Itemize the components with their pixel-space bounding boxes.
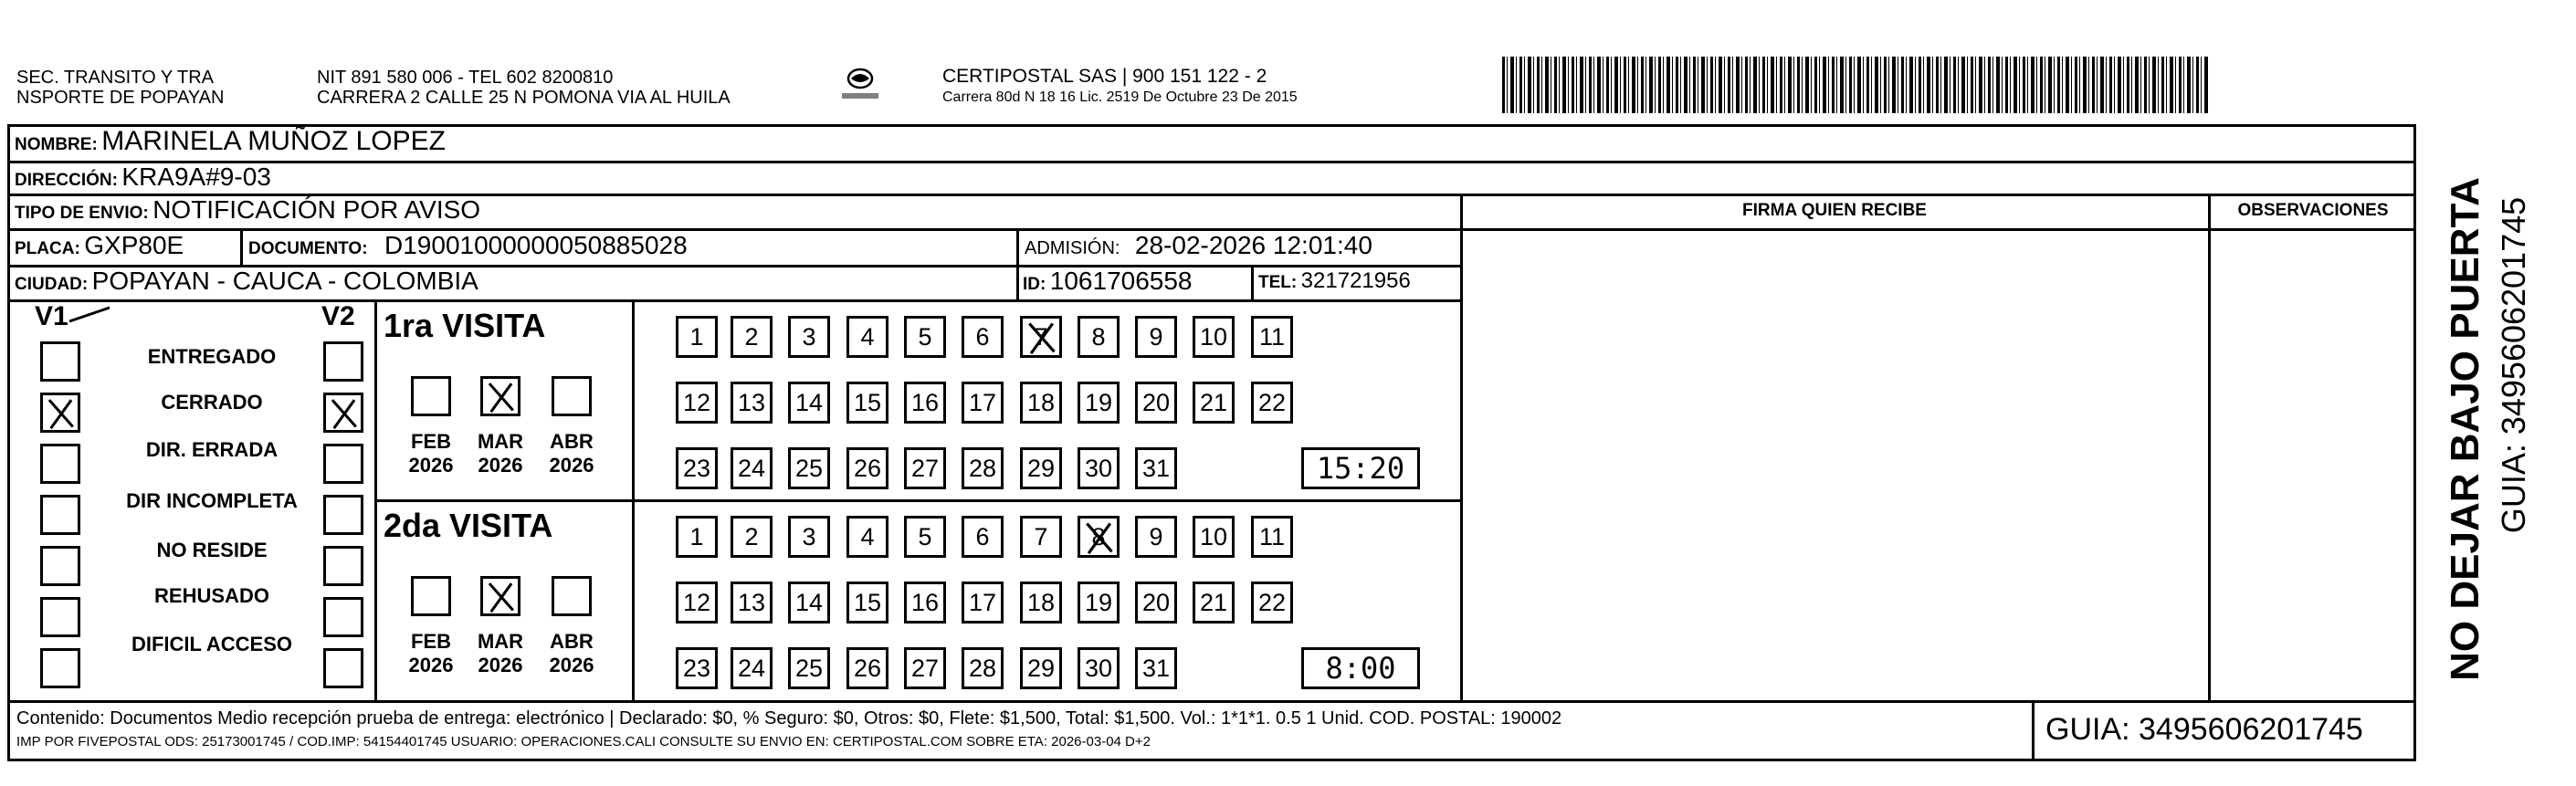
day-box[interactable] xyxy=(1020,582,1062,624)
day-box[interactable] xyxy=(788,647,830,689)
tel-value: 321721956 xyxy=(1300,268,1411,293)
year-label: 2026 xyxy=(408,654,454,676)
documento-row xyxy=(248,231,688,260)
day-number: 27 xyxy=(910,655,940,682)
day-box[interactable] xyxy=(731,647,773,689)
day-box[interactable] xyxy=(962,447,1004,489)
day-box[interactable] xyxy=(1078,382,1120,424)
day-box[interactable] xyxy=(676,316,718,358)
day-number: 23 xyxy=(682,655,711,682)
day-number: 15 xyxy=(853,389,882,416)
v1-status-checkbox[interactable] xyxy=(40,393,80,433)
documento-label: DOCUMENTO: xyxy=(248,239,368,258)
month-checkbox[interactable] xyxy=(411,576,451,616)
day-box[interactable] xyxy=(962,316,1004,358)
day-number: 30 xyxy=(1084,455,1113,482)
month-checkbox[interactable] xyxy=(411,376,451,416)
year-label: 2026 xyxy=(478,454,523,477)
tel-label: TEL: xyxy=(1258,273,1298,292)
day-box[interactable] xyxy=(904,447,946,489)
day-box[interactable] xyxy=(962,647,1004,689)
day-box[interactable] xyxy=(1020,647,1062,689)
day-box[interactable] xyxy=(846,647,888,689)
id-value: 1061706558 xyxy=(1049,267,1193,295)
v2-status-checkbox[interactable] xyxy=(323,648,363,688)
placa-label: PLACA: xyxy=(15,239,80,258)
day-number: 26 xyxy=(853,455,882,482)
day-box[interactable] xyxy=(676,647,718,689)
year-label: 2026 xyxy=(408,454,454,477)
day-box[interactable] xyxy=(1135,582,1177,624)
day-box[interactable] xyxy=(1193,316,1235,358)
status-label: ENTREGADO xyxy=(147,345,277,368)
v1-status-checkbox[interactable] xyxy=(40,341,80,382)
visit-time-box[interactable]: 15:20 xyxy=(1301,447,1420,489)
month-label: MAR xyxy=(477,630,524,653)
day-number: 2 xyxy=(744,323,759,351)
day-box[interactable] xyxy=(962,582,1004,624)
year-label: 2026 xyxy=(478,654,523,676)
day-number: 19 xyxy=(1084,389,1113,416)
day-box[interactable] xyxy=(788,582,830,624)
day-box[interactable] xyxy=(846,516,888,558)
direccion-value: KRA9A#9-03 xyxy=(121,162,271,191)
v2-label: V2 xyxy=(321,301,355,331)
month-label: FEB xyxy=(411,430,451,453)
v1-status-checkbox[interactable] xyxy=(40,546,80,586)
day-number: 25 xyxy=(794,655,824,682)
direccion-row xyxy=(15,162,271,192)
day-number: 31 xyxy=(1141,455,1171,482)
year-label: 2026 xyxy=(549,654,594,676)
footer-guia: GUIA: 3495606201745 xyxy=(2045,712,2363,747)
v1-status-checkbox[interactable] xyxy=(40,597,80,637)
day-number: 4 xyxy=(860,323,875,351)
ciudad-label: CIUDAD: xyxy=(15,275,89,294)
status-label: DIR INCOMPLETA xyxy=(126,489,298,512)
status-label: NO RESIDE xyxy=(156,539,268,561)
tipo-value: NOTIFICACIÓN POR AVISO xyxy=(152,195,481,224)
day-number: 19 xyxy=(1084,589,1113,616)
day-number: 3 xyxy=(802,323,816,351)
month-checkbox[interactable] xyxy=(480,376,520,416)
year-label: 2026 xyxy=(549,454,594,477)
day-number: 2 xyxy=(744,523,759,550)
day-number: 6 xyxy=(975,523,990,550)
day-box[interactable] xyxy=(1251,582,1293,624)
day-number: 31 xyxy=(1141,655,1171,682)
company-line-2: Carrera 80d N 18 16 Lic. 2519 De Octubre 23 De 2015 xyxy=(942,89,1298,105)
day-box[interactable] xyxy=(1078,516,1120,558)
v1-status-checkbox[interactable] xyxy=(40,444,80,484)
day-number: 4 xyxy=(860,523,875,550)
day-number: 29 xyxy=(1026,655,1056,682)
day-number: 14 xyxy=(794,389,824,416)
day-number: 13 xyxy=(737,389,766,416)
month-label: ABR xyxy=(550,630,594,653)
day-box[interactable] xyxy=(1078,582,1120,624)
admision-row xyxy=(1025,231,1372,260)
documento-value: D19001000000050885028 xyxy=(384,231,688,259)
day-box[interactable] xyxy=(676,582,718,624)
day-box[interactable] xyxy=(904,316,946,358)
observaciones-label: OBSERVACIONES xyxy=(2237,201,2389,220)
day-number: 30 xyxy=(1084,655,1113,682)
month-label: ABR xyxy=(550,430,594,453)
day-number: 24 xyxy=(737,455,766,482)
id-label: ID: xyxy=(1023,275,1046,294)
day-box[interactable] xyxy=(1193,382,1235,424)
day-box[interactable] xyxy=(904,647,946,689)
day-number: 1 xyxy=(689,323,704,351)
day-number: 11 xyxy=(1258,323,1286,351)
sender-line-1: SEC. TRANSITO Y TRA xyxy=(16,68,214,88)
day-number: 29 xyxy=(1026,455,1056,482)
day-number: 20 xyxy=(1141,589,1171,616)
day-box[interactable] xyxy=(676,447,718,489)
day-box[interactable] xyxy=(1135,316,1177,358)
day-number: 9 xyxy=(1149,523,1163,550)
ciudad-value: POPAYAN - CAUCA - COLOMBIA xyxy=(91,267,478,295)
day-number: 1 xyxy=(689,523,704,550)
day-box[interactable] xyxy=(846,582,888,624)
status-label: REHUSADO xyxy=(154,584,269,607)
firma-label: FIRMA QUIEN RECIBE xyxy=(1742,201,1927,220)
day-number: 24 xyxy=(737,655,766,682)
tipo-row xyxy=(15,195,480,225)
day-box[interactable] xyxy=(1078,316,1120,358)
day-number: 20 xyxy=(1141,389,1171,416)
v2-status-checkbox[interactable] xyxy=(323,546,363,586)
nit-line-1: NIT 891 580 006 - TEL 602 8200810 xyxy=(317,68,614,88)
day-number: 6 xyxy=(975,323,990,351)
day-number: 12 xyxy=(682,589,711,616)
day-number: 21 xyxy=(1199,589,1228,616)
day-box[interactable] xyxy=(962,516,1004,558)
day-number: 16 xyxy=(910,589,940,616)
day-number: 16 xyxy=(910,389,940,416)
direccion-label: DIRECCIÓN: xyxy=(15,171,118,190)
day-number: 5 xyxy=(918,323,932,351)
day-number: 7 xyxy=(1034,323,1048,351)
day-box[interactable] xyxy=(1193,582,1235,624)
day-number: 5 xyxy=(918,523,932,550)
v2-status-checkbox[interactable] xyxy=(323,495,363,535)
day-number: 10 xyxy=(1199,323,1228,351)
day-number: 8 xyxy=(1091,323,1106,351)
sender-line-2: NSPORTE DE POPAYAN xyxy=(16,88,225,108)
admision-label: ADMISIÓN: xyxy=(1025,238,1120,258)
day-number: 18 xyxy=(1026,389,1056,416)
day-box[interactable] xyxy=(1020,447,1062,489)
day-number: 22 xyxy=(1257,589,1287,616)
visit-title: 2da VISITA xyxy=(384,507,553,544)
tel-row xyxy=(1258,268,1411,294)
day-number: 26 xyxy=(853,655,882,682)
day-number: 3 xyxy=(802,523,816,550)
status-label: CERRADO xyxy=(161,391,263,414)
v1-check-stroke xyxy=(68,305,113,323)
day-number: 17 xyxy=(968,589,997,616)
side-guia: GUIA: 3495606201745 xyxy=(2495,196,2532,534)
day-box[interactable] xyxy=(846,447,888,489)
day-number: 8 xyxy=(1091,523,1106,550)
nit-line-2: CARRERA 2 CALLE 25 N POMONA VIA AL HUILA xyxy=(317,88,731,108)
day-box[interactable] xyxy=(1078,447,1120,489)
id-row xyxy=(1023,267,1193,296)
day-box[interactable] xyxy=(904,582,946,624)
day-box[interactable] xyxy=(676,382,718,424)
day-number: 9 xyxy=(1149,323,1163,351)
day-box[interactable] xyxy=(904,382,946,424)
day-box[interactable] xyxy=(788,447,830,489)
day-number: 11 xyxy=(1258,523,1286,550)
day-number: 27 xyxy=(910,455,940,482)
month-label: MAR xyxy=(477,430,524,453)
day-number: 12 xyxy=(682,389,711,416)
day-box[interactable] xyxy=(1020,382,1062,424)
month-label: FEB xyxy=(411,630,451,653)
day-box[interactable] xyxy=(904,516,946,558)
day-number: 21 xyxy=(1199,389,1228,416)
day-box[interactable] xyxy=(731,582,773,624)
day-box[interactable] xyxy=(788,316,830,358)
tipo-label: TIPO DE ENVIO: xyxy=(15,204,149,223)
nombre-value: MARINELA MUÑOZ LOPEZ xyxy=(101,126,446,156)
day-box[interactable] xyxy=(1135,516,1177,558)
day-number: 25 xyxy=(794,455,824,482)
footer-line-1: Contenido: Documentos Medio recepción prueba de entrega: electrónico | Declarado: $0, % Seguro: $0, Otros: $0, Flete: $1,500, Total: $1,500. Vol.: 1*1*1. 0.5 1 Unid. COD. POSTAL: 190002 xyxy=(16,708,1562,728)
day-box[interactable] xyxy=(1251,382,1293,424)
day-number: 22 xyxy=(1257,389,1287,416)
v1-status-checkbox[interactable] xyxy=(40,495,80,535)
day-box[interactable] xyxy=(1135,647,1177,689)
v1-label: V1 xyxy=(35,301,68,331)
day-box[interactable] xyxy=(846,316,888,358)
day-box[interactable] xyxy=(1020,516,1062,558)
day-number: 28 xyxy=(968,655,997,682)
month-checkbox[interactable] xyxy=(552,576,592,616)
barcode xyxy=(1502,57,2210,113)
footer-line-2: IMP POR FIVEPOSTAL ODS: 25173001745 / COD.IMP: 54154401745 USUARIO: OPERACIONES.CALI CONSULTE SU ENVIO EN: CERTIPOSTAL.COM SOBRE ETA: 2026-03-04 D+2 xyxy=(16,734,1151,749)
day-box[interactable] xyxy=(1251,516,1293,558)
nombre-row xyxy=(15,126,446,157)
day-box[interactable] xyxy=(731,316,773,358)
admision-value: 28-02-2026 12:01:40 xyxy=(1134,231,1372,259)
day-box[interactable] xyxy=(731,516,773,558)
visit-time-box[interactable]: 8:00 xyxy=(1301,647,1420,689)
month-checkbox[interactable] xyxy=(480,576,520,616)
day-number: 15 xyxy=(853,589,882,616)
day-box[interactable] xyxy=(962,382,1004,424)
day-number: 13 xyxy=(737,589,766,616)
v1-status-checkbox[interactable] xyxy=(40,648,80,688)
v2-status-checkbox[interactable] xyxy=(323,341,363,382)
side-warning: NO DEJAR BAJO PUERTA xyxy=(2443,177,2487,681)
ciudad-row xyxy=(15,267,478,296)
v2-status-checkbox[interactable] xyxy=(323,393,363,433)
day-box[interactable] xyxy=(1078,647,1120,689)
day-box[interactable] xyxy=(1193,516,1235,558)
day-number: 23 xyxy=(682,455,711,482)
placa-row xyxy=(15,231,184,260)
certipostal-logo xyxy=(840,66,880,106)
day-number: 17 xyxy=(968,389,997,416)
day-box[interactable] xyxy=(788,382,830,424)
day-number: 14 xyxy=(794,589,824,616)
month-checkbox[interactable] xyxy=(552,376,592,416)
day-number: 18 xyxy=(1026,589,1056,616)
day-box[interactable] xyxy=(1251,316,1293,358)
v2-status-checkbox[interactable] xyxy=(323,597,363,637)
placa-value: GXP80E xyxy=(84,231,184,259)
status-label: DIFICIL ACCESO xyxy=(131,633,292,655)
day-box[interactable] xyxy=(676,516,718,558)
day-box[interactable] xyxy=(1135,447,1177,489)
day-box[interactable] xyxy=(788,516,830,558)
day-box[interactable] xyxy=(846,382,888,424)
day-number: 10 xyxy=(1199,523,1228,550)
company-line-1: CERTIPOSTAL SAS | 900 151 122 - 2 xyxy=(942,66,1267,87)
day-number: 28 xyxy=(968,455,997,482)
day-box[interactable] xyxy=(731,382,773,424)
visit-title: 1ra VISITA xyxy=(384,307,546,344)
day-box[interactable] xyxy=(1020,316,1062,358)
day-number: 7 xyxy=(1034,523,1048,550)
v2-status-checkbox[interactable] xyxy=(323,444,363,484)
day-box[interactable] xyxy=(731,447,773,489)
day-box[interactable] xyxy=(1135,382,1177,424)
status-label: DIR. ERRADA xyxy=(145,438,279,461)
nombre-label: NOMBRE: xyxy=(15,135,98,154)
